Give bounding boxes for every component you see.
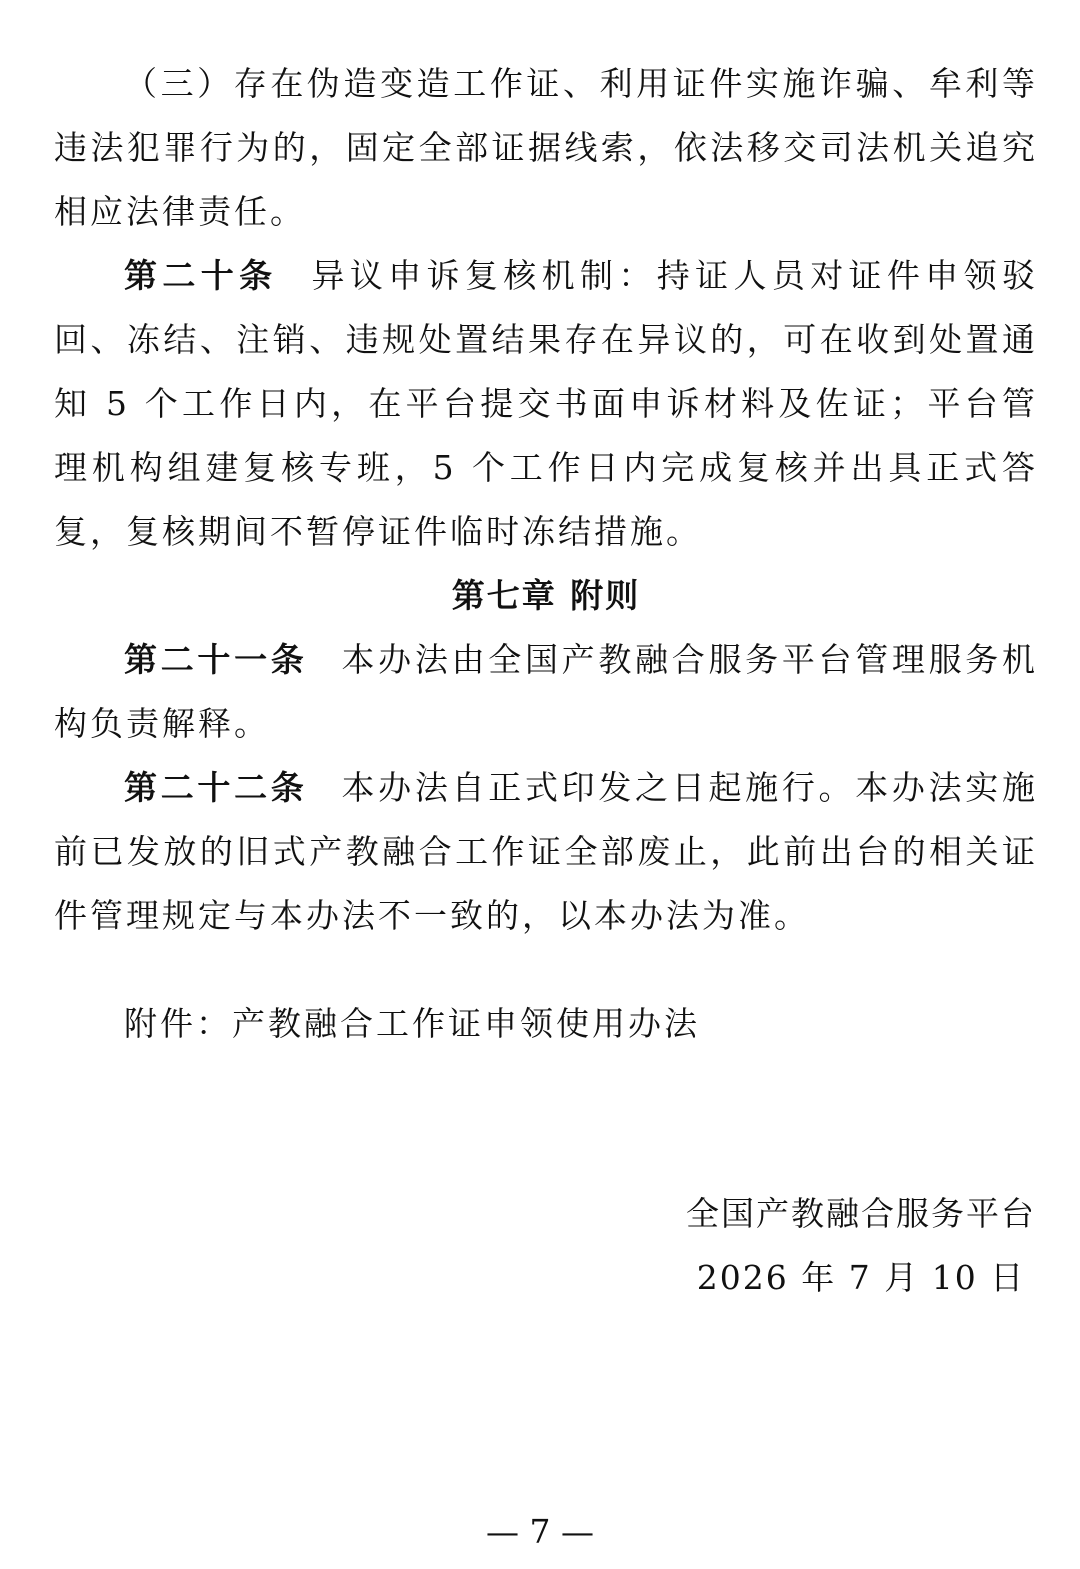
page-number: — 7 — — [486, 1512, 594, 1551]
signature-block — [686, 1182, 1036, 1310]
article-20-text: 异议申诉复核机制：持证人员对证件申领驳回、冻结、注销、违规处置结果存在异议的，可在收到处置通知 5 个工作日内，在平台提交书面申诉材料及佐证；平台管理机构组建复核专班，5 个工作日内完成复核并出具正式答复，复核期间不暂停证件临时冻结措施。 — [54, 256, 1039, 551]
chapter-7-heading: 第七章 附则 — [451, 576, 641, 615]
document-body — [54, 52, 1038, 948]
article-20-number: 第二十条 — [124, 256, 278, 295]
article-22 — [54, 756, 1038, 948]
article-22-number: 第二十二条 — [124, 768, 308, 807]
article-22-text: 本办法自正式印发之日起施行。本办法实施前已发放的旧式产教融合工作证全部废止，此前出台的相关证件管理规定与本办法不一致的，以本办法为准。 — [54, 768, 1039, 935]
issuing-organization: 全国产教融合服务平台 — [686, 1194, 1036, 1233]
issue-date: 2026 年 7 月 10 日 — [696, 1258, 1026, 1297]
clause-item-3: （三）存在伪造变造工作证、利用证件实施诈骗、牟利等违法犯罪行为的，固定全部证据线索，依法移交司法机关追究相应法律责任。 — [54, 64, 1038, 231]
article-20 — [54, 244, 1038, 564]
article-21-text: 本办法由全国产教融合服务平台管理服务机构负责解释。 — [54, 640, 1039, 743]
article-21-number: 第二十一条 — [124, 640, 308, 679]
attachment-line: 附件：产教融合工作证申领使用办法 — [124, 1004, 700, 1043]
article-21 — [54, 628, 1038, 756]
